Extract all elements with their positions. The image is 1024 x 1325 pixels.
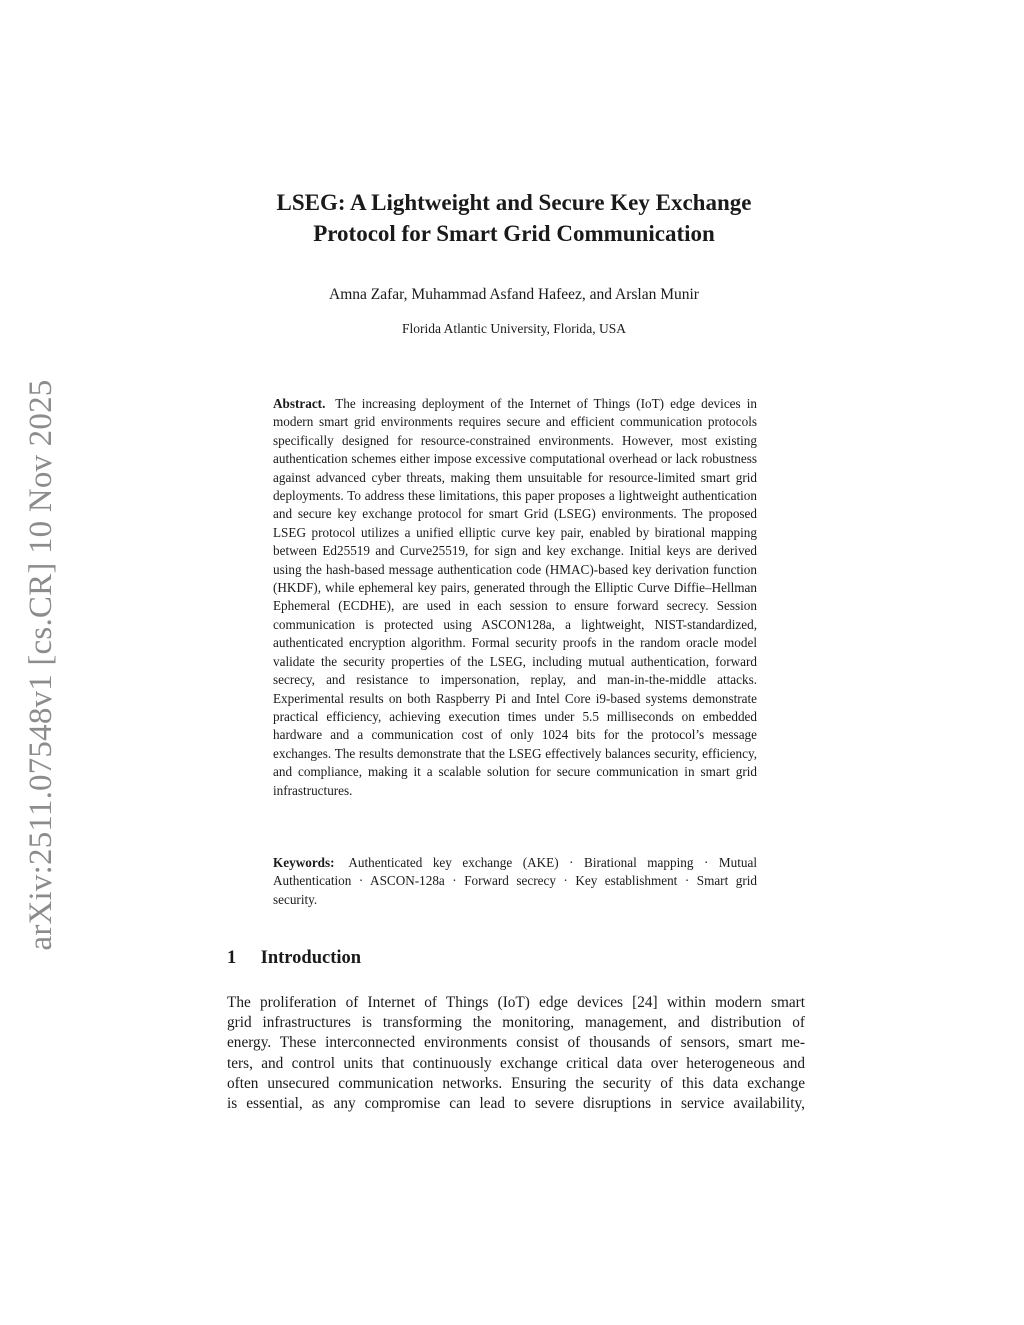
paragraph-line: grid infrastructures is transforming the monitoring, management, and distribution of	[227, 1014, 805, 1032]
keywords-block	[273, 854, 757, 909]
keywords-label: Keywords:	[273, 855, 335, 870]
section-number: 1	[227, 948, 237, 968]
paper-title-line-1: LSEG: A Lightweight and Secure Key Exchange	[276, 190, 752, 215]
keywords-text: Authenticated key exchange (AKE) · Birational mapping · Mutual Authentication · ASCON-128a · Forward secrecy · Key establishment · Smart grid security.	[273, 855, 757, 907]
arxiv-identifier-text: arXiv:2511.07548v1 [cs.CR] 10 Nov 2025	[22, 379, 59, 951]
section-title: Introduction	[260, 948, 362, 968]
arxiv-identifier-stamp	[21, 370, 61, 960]
paragraph-line: The proliferation of Internet of Things (IoT) edge devices [24] within modern smart	[227, 994, 805, 1011]
paragraph-line: energy. These interconnected environments consist of thousands of sensors, smart me-	[227, 1034, 805, 1052]
paragraph-line: ters, and control units that continuously exchange critical data over heterogeneous and	[227, 1054, 805, 1072]
abstract-label: Abstract.	[273, 396, 326, 411]
paper-title	[200, 187, 828, 249]
paragraph-line: often unsecured communication networks. Ensuring the security of this data exchange	[227, 1074, 805, 1092]
paper-affiliation: Florida Atlantic University, Florida, USA	[401, 321, 627, 336]
paper-title-line-2: Protocol for Smart Grid Communication	[313, 221, 715, 246]
introduction-paragraph	[227, 993, 805, 1114]
paragraph-line: is essential, as any compromise can lead to severe disruptions in service availability,	[227, 1095, 805, 1113]
abstract-text: The increasing deployment of the Internet of Things (IoT) edge devices in modern smart grid environments requires secure and efficient communication protocols specifically designed for resource-constrained environments. However, most existing authentication schemes either impose excessive computational overhead or lack robustness against advanced cyber threats, making them unsuitable for resource-limited smart grid deployments. To address these limitations, this paper proposes a lightweight authentication and secure key exchange protocol for smart Grid (LSEG) environments. The proposed LSEG protocol utilizes a unified elliptic curve key pair, enabled by birational mapping between Ed25519 and Curve25519, for sign and key exchange. Initial keys are derived using the hash-based message authentication code (HMAC)-based key derivation function (HKDF), while ephemeral key pairs, generated through the Elliptic Curve Diffie–Hellman Ephemeral (ECDHE), are used in each session to ensure forward secrecy. Session communication is protected using ASCON128a, a lightweight, NIST-standardized, authenticated encryption algorithm. Formal security proofs in the random oracle model validate the security properties of the LSEG, including mutual authentication, forward secrecy, and resistance to impersonation, replay, and man-in-the-middle attacks. Experimental results on both Raspberry Pi and Intel Core i9-based systems demonstrate practical efficiency, achieving execution times under 5.5 milliseconds on embedded hardware and a communication cost of only 1024 bits for the protocol’s message exchanges. The results demonstrate that the LSEG effectively balances security, efficiency, and compliance, making it a scalable solution for secure communication in smart grid infrastructures.	[273, 396, 757, 798]
abstract-block	[273, 395, 757, 800]
section-heading-introduction	[227, 946, 361, 970]
paper-authors: Amna Zafar, Muhammad Asfand Hafeez, and Arslan Munir	[329, 286, 699, 303]
